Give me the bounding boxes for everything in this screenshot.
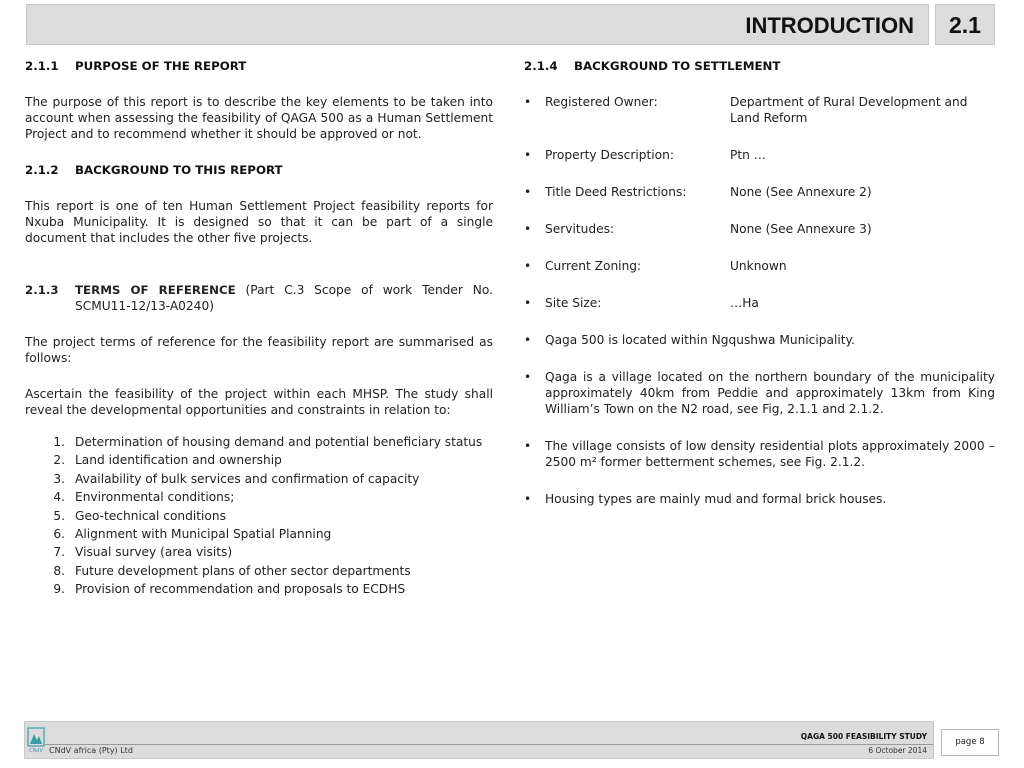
list-text: Visual survey (area visits) bbox=[75, 545, 233, 560]
section-number-box bbox=[935, 4, 995, 45]
background-paragraph: This report is one of ten Human Settlement Project feasibility reports for Nxuba Municipality. It is designed so that it can be part of a single document that includes the other five projects. bbox=[25, 199, 493, 245]
detail-label: Property Description: bbox=[545, 148, 674, 162]
list-item bbox=[25, 525, 493, 543]
list-text: Provision of recommendation and proposals to ECDHS bbox=[75, 582, 406, 597]
list-text: Future development plans of other sector departments bbox=[75, 563, 411, 578]
list-number: 2. bbox=[53, 453, 65, 468]
list-text: Determination of housing demand and potential beneficiary status bbox=[75, 435, 483, 449]
list-item bbox=[25, 507, 493, 525]
section-2-1-1-heading bbox=[25, 58, 493, 74]
note-bullet bbox=[524, 491, 995, 507]
list-number: 3. bbox=[53, 471, 65, 486]
bullet-icon: • bbox=[524, 148, 532, 162]
note-text: Housing types are mainly mud and formal brick houses. bbox=[545, 492, 887, 506]
bullet-icon: • bbox=[524, 439, 532, 453]
bullet-icon: • bbox=[524, 185, 532, 199]
detail-label: Registered Owner: bbox=[545, 95, 658, 109]
note-text: The village consists of low density residential plots approximately 2000 – 2500 m² former betterment schemes, see Fig. 2.1.2. bbox=[545, 439, 995, 469]
detail-bullet bbox=[524, 221, 995, 237]
list-number: 1. bbox=[53, 435, 65, 449]
list-item bbox=[25, 562, 493, 580]
detail-bullet bbox=[524, 295, 995, 311]
document-date: 6 October 2014 bbox=[868, 746, 927, 755]
bullet-icon: • bbox=[524, 370, 532, 384]
detail-value: None (See Annexure 2) bbox=[730, 185, 872, 199]
detail-bullet bbox=[524, 184, 995, 200]
list-item bbox=[25, 580, 493, 598]
page-title: INTRODUCTION bbox=[745, 13, 914, 38]
section-title: TERMS OF REFERENCE bbox=[75, 283, 236, 297]
section-2-1-2-heading bbox=[25, 162, 493, 178]
note-text: Qaga 500 is located within Ngqushwa Municipality. bbox=[545, 333, 855, 347]
footer-bar bbox=[24, 721, 934, 759]
note-text: Qaga is a village located on the northern boundary of the municipality approximately 40km from Peddie and approximately 13km from King William’s Town on the N2 road, see Fig, 2.1.1 and 2.1.2. bbox=[545, 370, 995, 416]
bullet-icon: • bbox=[524, 222, 532, 236]
list-number: 8. bbox=[53, 563, 65, 578]
detail-label: Site Size: bbox=[545, 296, 602, 310]
terms-list bbox=[25, 433, 493, 599]
bullet-icon: • bbox=[524, 492, 532, 506]
list-item bbox=[25, 470, 493, 488]
page-number: page 8 bbox=[955, 737, 985, 747]
detail-label: Servitudes: bbox=[545, 222, 615, 236]
section-2-1-4-heading bbox=[524, 58, 995, 74]
list-text: Land identification and ownership bbox=[75, 453, 282, 468]
purpose-paragraph: The purpose of this report is to describe the key elements to be taken into account when assessing the feasibility of QAGA 500 as a Human Settlement Project and to recommend whether it should be approved or not. bbox=[25, 95, 493, 141]
detail-label: Title Deed Restrictions: bbox=[545, 185, 687, 199]
section-title-line bbox=[75, 282, 493, 314]
note-bullet bbox=[524, 369, 995, 417]
list-text: Availability of bulk services and confirmation of capacity bbox=[75, 471, 420, 486]
detail-bullet bbox=[524, 94, 995, 126]
list-number: 5. bbox=[53, 508, 65, 523]
list-item bbox=[25, 433, 493, 451]
detail-value: Department of Rural Development and Land Reform bbox=[730, 95, 968, 125]
section-2-1-3-heading bbox=[25, 282, 493, 314]
list-item bbox=[25, 488, 493, 506]
footer-divider bbox=[45, 744, 933, 745]
section-title: BACKGROUND TO THIS REPORT bbox=[75, 163, 283, 177]
section-number: 2.1.2 bbox=[25, 163, 59, 177]
section-number: 2.1 bbox=[949, 12, 981, 38]
list-item bbox=[25, 543, 493, 561]
ascertain-paragraph: Ascertain the feasibility of the project within each MHSP. The study shall reveal the developmental opportunities and constraints in relation to: bbox=[25, 387, 493, 417]
section-title-suffix: (Part C.3 Scope of work Tender No. SCMU11-12/13-A0240) bbox=[75, 283, 493, 313]
list-text: Geo-technical conditions bbox=[75, 508, 226, 523]
detail-bullet bbox=[524, 258, 995, 274]
left-column bbox=[25, 58, 493, 599]
detail-value: None (See Annexure 3) bbox=[730, 222, 872, 236]
section-number: 2.1.3 bbox=[25, 283, 59, 297]
section-title: BACKGROUND TO SETTLEMENT bbox=[574, 59, 781, 73]
section-number: 2.1.4 bbox=[524, 59, 558, 73]
detail-label: Current Zoning: bbox=[545, 259, 642, 273]
list-number: 9. bbox=[53, 582, 65, 597]
list-text: Environmental conditions; bbox=[75, 490, 235, 505]
list-number: 4. bbox=[53, 490, 65, 505]
terms-intro-paragraph: The project terms of reference for the feasibility report are summarised as follows: bbox=[25, 335, 493, 365]
bullet-icon: • bbox=[524, 95, 532, 109]
logo-text: CNdV bbox=[29, 748, 43, 754]
detail-bullet bbox=[524, 147, 995, 163]
detail-value: Unknown bbox=[730, 259, 787, 273]
detail-value: Ptn … bbox=[730, 148, 766, 162]
note-bullet bbox=[524, 438, 995, 470]
right-column bbox=[524, 58, 995, 507]
detail-value: …Ha bbox=[730, 296, 759, 310]
bullet-icon: • bbox=[524, 296, 532, 310]
study-title: QAGA 500 FEASIBILITY STUDY bbox=[800, 732, 927, 741]
header-bar bbox=[26, 4, 929, 45]
bullet-icon: • bbox=[524, 333, 532, 347]
list-number: 6. bbox=[53, 526, 65, 541]
note-bullet bbox=[524, 332, 995, 348]
page-number-box bbox=[941, 729, 999, 756]
section-title: PURPOSE OF THE REPORT bbox=[75, 59, 247, 73]
list-item bbox=[25, 451, 493, 469]
list-number: 7. bbox=[53, 545, 65, 560]
company-logo bbox=[27, 726, 45, 756]
section-number: 2.1.1 bbox=[25, 59, 59, 73]
company-name: CNdV africa (Pty) Ltd bbox=[49, 746, 133, 755]
bullet-icon: • bbox=[524, 259, 532, 273]
list-text: Alignment with Municipal Spatial Planning bbox=[75, 526, 332, 541]
